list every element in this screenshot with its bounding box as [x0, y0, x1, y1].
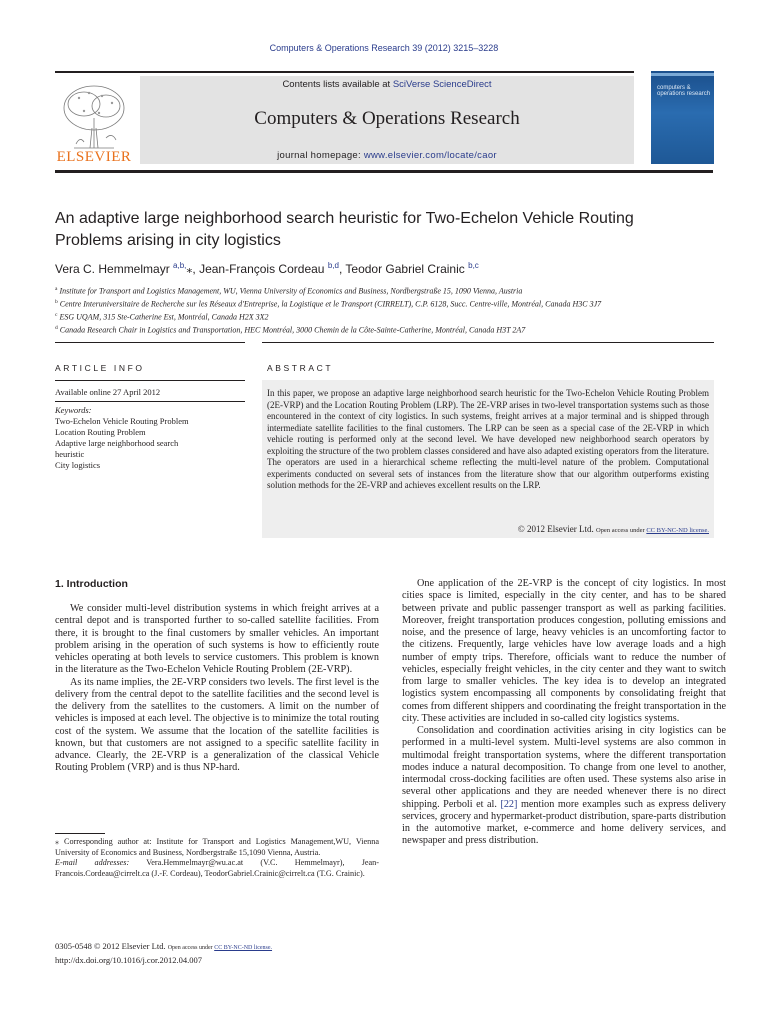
keyword-item: City logistics: [55, 460, 101, 470]
available-online: Available online 27 April 2012: [55, 387, 161, 397]
body-paragraph: We consider multi-level distribution systems in which freight arrives at a central depot and is transported further to so-called satellite facilities. From there, it is brought to the final customers by smaller vehicles. An important problem arising in the operation of such systems is how to efficiently route vehicles operating at both levels to service customers. This problem is known in the literature as the Two-Echelon Vehicle Routing Problem (2E-VRP).: [55, 603, 379, 676]
header-rule: [55, 71, 634, 73]
affiliation-item: $^d$ Canada Research Chair in Logistics and Transportation, HEC Montréal, 3000 Chemin de la Côte-Sainte-Catherine, Montréal, Canada H3T 2A7: [55, 325, 526, 336]
keywords-block: [55, 405, 245, 471]
affiliations: [55, 284, 715, 337]
footnote-rule: [55, 833, 105, 834]
corresponding-mark[interactable]: ⁎: [186, 262, 193, 276]
article-info-top-rule: [55, 380, 245, 381]
body-paragraph: As its name implies, the 2E-VRP considers two levels. The first level is the delivery from the central depot to the satellite facilities and the second level is the delivery from the satellites to the customers. A limit on the number of vehicles is imposed at each level. The objective is to minimize the total routing cost of the system. We assume that the location of the satellite facilities is known, but that customers are not assigned to a specific satellite facility in advance. Clearly, the 2E-VRP is a generalization of the classical Vehicle Routing Problem (VRP) and is thus NP-hard.: [55, 676, 379, 774]
author-affil-marks[interactable]: a,b,: [173, 261, 187, 270]
journal-citation[interactable]: Computers & Operations Research 39 (2012) 3215–3228: [269, 43, 499, 53]
article-info-heading: ARTICLE INFO: [55, 363, 145, 373]
keyword-item: Two-Echelon Vehicle Routing Problem: [55, 416, 189, 426]
body-column-left: [55, 603, 379, 775]
contents-line: Contents lists available at SciVerse ScienceDirect: [282, 79, 492, 90]
cover-stripe: [651, 73, 714, 76]
doi-link[interactable]: http://dx.doi.org/10.1016/j.cor.2012.04.007: [55, 954, 202, 965]
abstract-text: In this paper, we propose an adaptive large neighborhood search heuristic for the Two-Echelon Vehicle Routing Problem (2E-VRP) and the Location Routing Problem (LRP). The 2E-VRP arises in two-level transportation systems such as those encountered in the context of city logistics. In such systems, freight arrives at a major terminal and is shipped through intermediate satellite facilities to the final customers. The LRP can be seen as a special case of the 2E-VRP in which vehicle routing is performed only at the second level. We have developed new neighborhood search operators by exploiting the structure of the two problem classes considered and have also adapted existing operators from the literature. The operators are used in a hierarchical scheme reflecting the multi-level nature of the problem. Computational experiments conducted on several sets of instances from the literature show that our algorithm outperforms existing solution methods for the 2E-VRP and achieves excellent results on the LRP.: [267, 388, 709, 490]
author-affil-marks[interactable]: b,d: [327, 261, 339, 270]
abstract-heading: ABSTRACT: [267, 363, 334, 373]
author-list: Vera C. Hemmelmayr $^{a,b,}$⁎, Jean-François Cordeau $^{b,d}$, Teodor Gabriel Crainic $^{b,c}$: [55, 261, 479, 276]
abstract-rule: [262, 342, 714, 343]
license-link[interactable]: CC BY-NC-ND license.: [214, 945, 273, 951]
author-name[interactable]: Jean-François Cordeau: [199, 262, 325, 276]
journal-name: Computers & Operations Research: [254, 108, 520, 129]
cover-title: computers & operations research: [657, 85, 711, 97]
bottom-copyright: 0305-0548 © 2012 Elsevier Ltd. Open access under CC BY-NC-ND license. http://dx.doi.org/10.1016/j.cor.2012.04.007: [55, 941, 379, 966]
affiliation-item: $^c$ ESG UQAM, 315 Ste-Catherine Est, Montréal, Canada H2X 3X2: [55, 312, 269, 322]
header-thick-rule: [55, 170, 713, 173]
footnote: [55, 837, 379, 879]
section-heading-introduction: 1. Introduction: [55, 578, 128, 590]
email-note: E-mail addresses: Vera.Hemmelmayr@wu.ac.at (V.C. Hemmelmayr), Jean-Francois.Cordeau@cirrelt.ca (J.-F. Cordeau), TeodorGabriel.Crainic@cirrelt.ca (T.G. Crainic).: [55, 858, 379, 878]
keyword-item: heuristic: [55, 449, 85, 459]
author-name[interactable]: Vera C. Hemmelmayr: [55, 262, 170, 276]
license-link[interactable]: CC BY-NC-ND license.: [646, 527, 709, 534]
issn-copyright: 0305-0548 © 2012 Elsevier Ltd.: [55, 941, 168, 951]
body-paragraph: One application of the 2E-VRP is the concept of city logistics. In most cities space is limited, especially in the city center, and has to be shared between private and public passenger transport as well as parking facilities. Moreover, freight transportation produces congestion, polluting emissions and noise, and the presence of large, heavy vehicles is an uncomforting factor to the citizens. Frequently, large vehicles have low average loads and a high number of empty trips. Therefore, officials want to reduce the number of vehicles, especially freight vehicles, in the city center and they want to switch from large to smaller vehicles. The key idea is to develop an integrated logistics system encompassing all components by consolidating freight that comes from different shippers and coordinating the freight transportation in the city. These activities are included in so-called city logistics systems.: [402, 578, 726, 724]
keywords-label: Keywords:: [55, 405, 92, 415]
author-name[interactable]: Teodor Gabriel Crainic: [345, 262, 465, 276]
journal-homepage-link[interactable]: www.elsevier.com/locate/caor: [363, 150, 497, 161]
email-addresses[interactable]: Vera.Hemmelmayr@wu.ac.at (V.C. Hemmelmayr), Jean-Francois.Cordeau@cirrelt.ca (J.-F. Cordeau), TeodorGabriel.Crainic@cirrelt.ca (T.G. Crainic).: [55, 858, 379, 878]
corresponding-note: ⁎ Corresponding author at: Institute for Transport and Logistics Management,WU, Vienna University of Economics and Business, Nordbergstraße 15,1090 Vienna, Austria.: [55, 837, 379, 857]
homepage-line: journal homepage: www.elsevier.com/locate/caor: [277, 150, 497, 161]
elsevier-logo-text: ELSEVIER: [56, 149, 132, 165]
sciencedirect-link[interactable]: SciVerse ScienceDirect: [392, 79, 492, 90]
affiliation-item: $^b$ Centre Interuniversitaire de Recherche sur les Réseaux d'Entreprise, la Logistique et le Transport (CIRRELT), C.P. 6128, Succ. Centre-ville, Montréal, Canada H3C 3J7: [55, 299, 602, 309]
keyword-item: Location Routing Problem: [55, 427, 146, 437]
article-info-rule: [55, 342, 245, 343]
affiliation-item: $^a$ Institute for Transport and Logistics Management, WU, Vienna University of Economics and Business, Nordbergstraße 15, 1090 Vienna, Austria: [55, 286, 523, 296]
journal-cover-image: [651, 71, 714, 164]
keyword-item: Adaptive large neighborhood search: [55, 438, 179, 448]
abstract-copyright: © 2012 Elsevier Ltd. Open access under CC BY-NC-ND license.: [517, 524, 709, 534]
body-paragraph: Consolidation and coordination activities arising in city logistics can be performed in a multi-level system. Multi-level systems are also common in multimodal freight transportation systems, where the different transportation modes induce a natural decomposition. To change from one level to another, intermodal cross-docking facilities are often used. These systems also arise in several other applications and they are needed whenever there is no direct shipping. Perboli et al. [22] mention more examples such as express delivery services, grocery and hypermarket-product distribution, spare-parts distribution in the automotive market, e-commerce and home delivery services, and newspaper and press distribution.: [402, 725, 726, 847]
body-column-right: [402, 578, 726, 848]
reference-link[interactable]: [22]: [500, 798, 518, 810]
author-affil-marks[interactable]: b,c: [468, 261, 479, 270]
article-title: An adaptive large neighborhood search heuristic for Two-Echelon Vehicle Routing Problems arising in city logistics: [55, 210, 634, 249]
article-info-mid-rule: [55, 401, 245, 402]
